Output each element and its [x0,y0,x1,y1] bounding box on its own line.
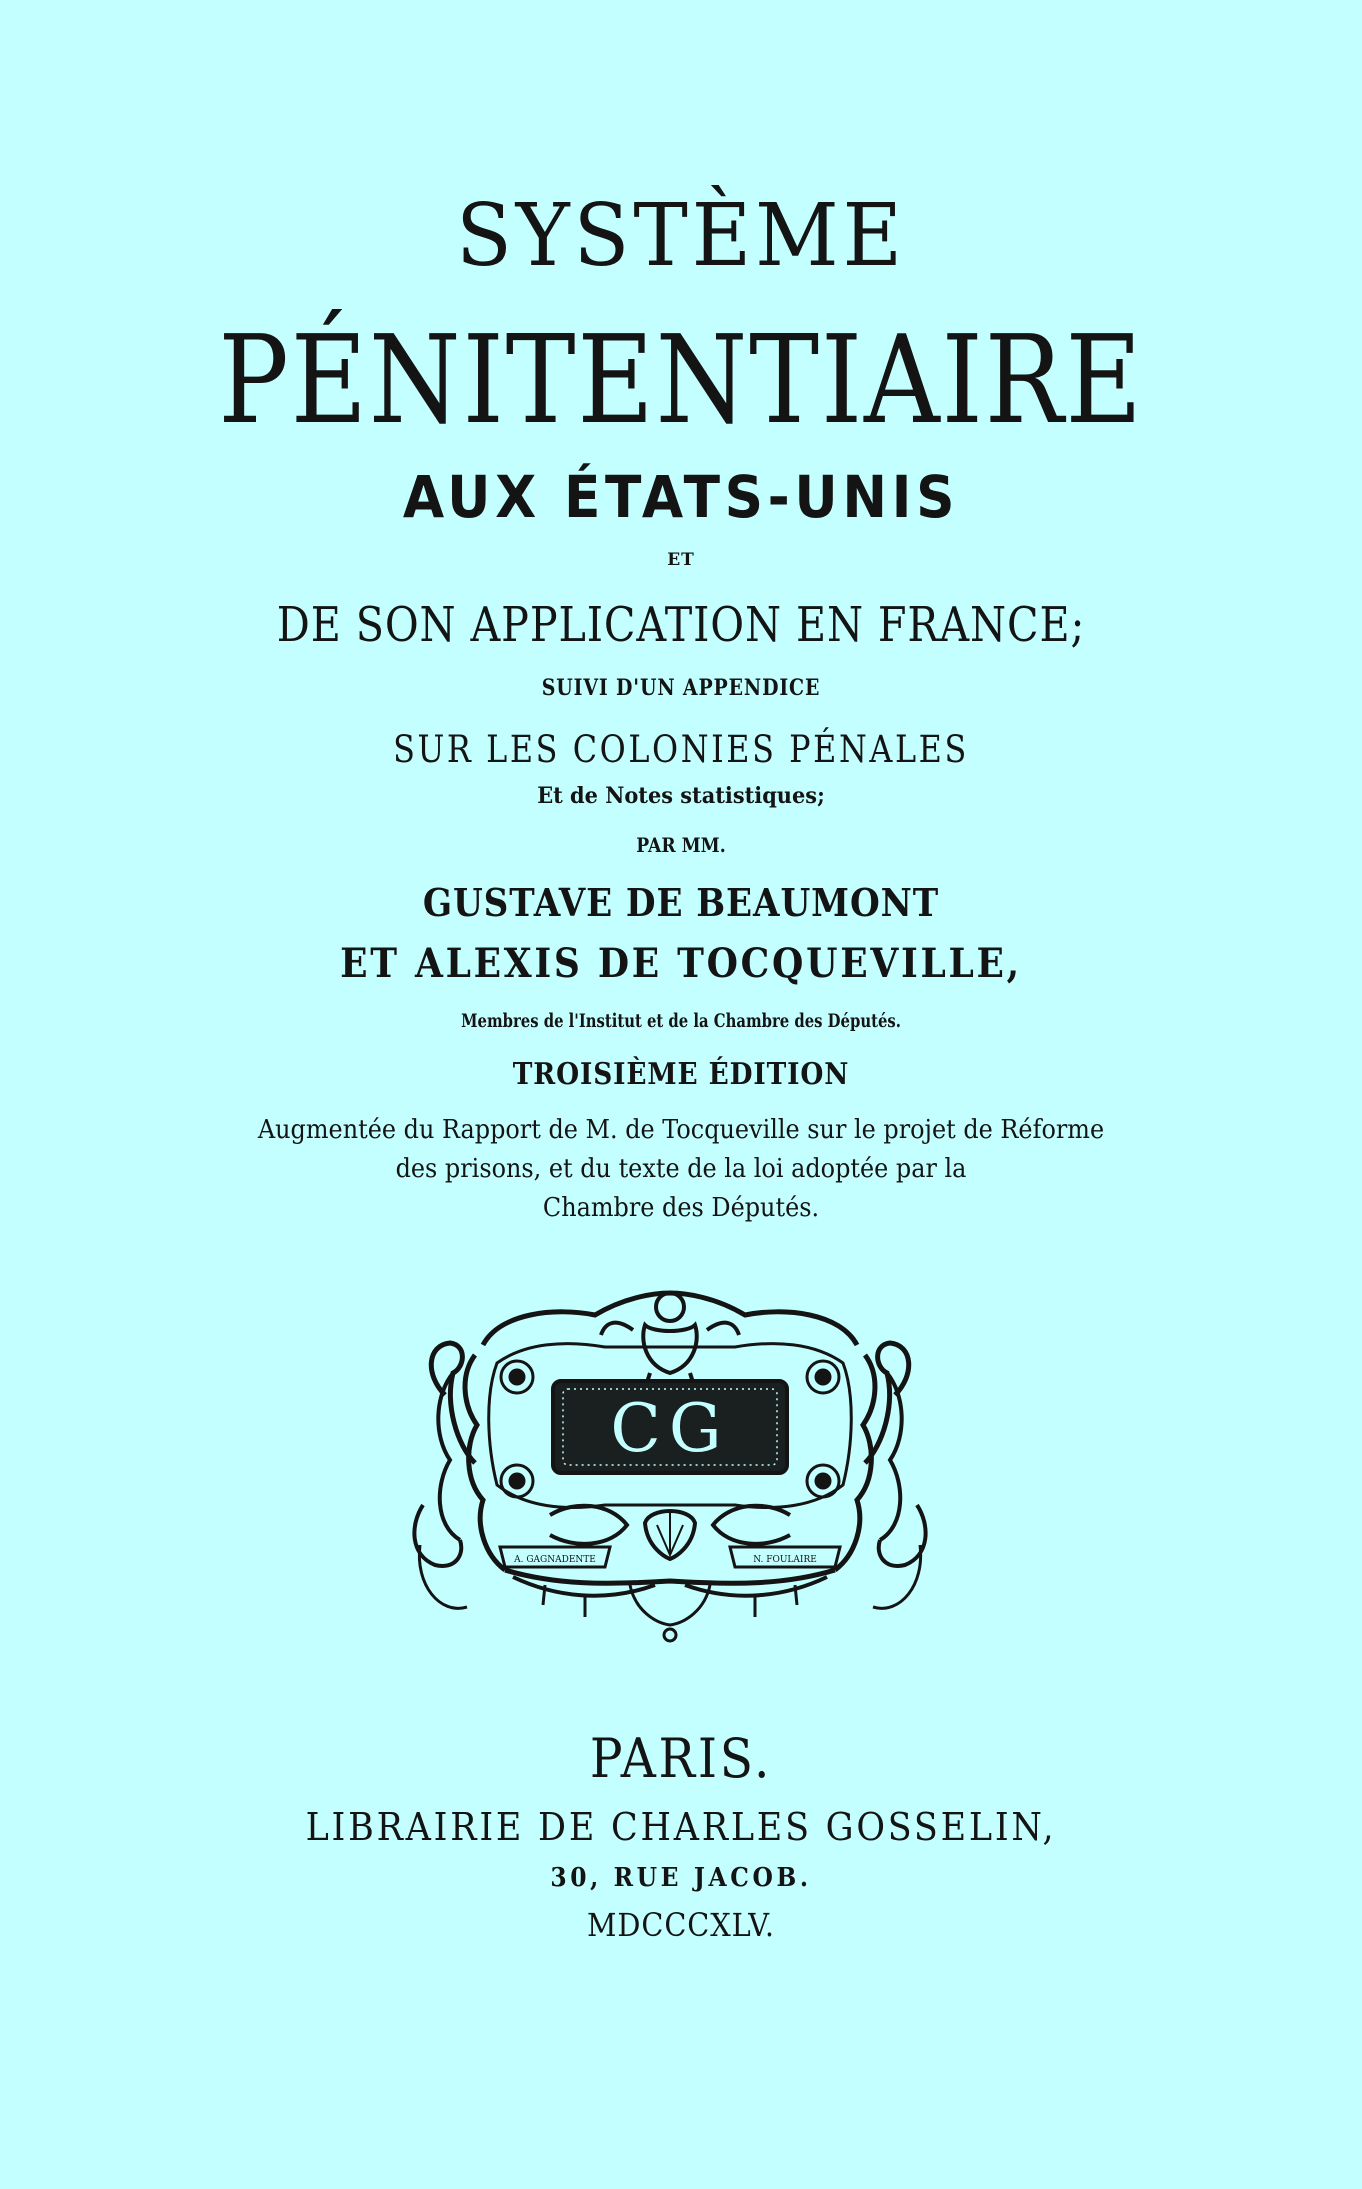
notes-line: Et de Notes statistiques; [537,783,825,809]
augmentation-line-2: des prisons, et du texte de la loi adoptée par la [395,1154,967,1184]
title-conjunction: ET [667,550,695,570]
monogram-text: CG [610,1390,730,1467]
colonies-line: SUR LES COLONIES PÉNALES [393,728,969,771]
augmentation-line-3: Chambre des Députés. [542,1193,820,1223]
author-tocqueville: ET ALEXIS DE TOCQUEVILLE, [340,940,1022,987]
imprint-city: PARIS. [589,1727,773,1790]
authors-affiliation: Membres de l'Institut et de la Chambre des Députés. [461,1010,901,1032]
author-beaumont: GUSTAVE DE BEAUMONT [422,880,940,925]
cartouche-left-text: A. GAGNADENTE [514,1555,596,1565]
augmentation-line-1: Augmentée du Rapport de M. de Tocqueville sur le projet de Réforme [257,1115,1105,1145]
title-line-systeme: SYSTÈME [456,186,906,286]
imprint-publisher: LIBRAIRIE DE CHARLES GOSSELIN, [305,1805,1057,1849]
appendix-line: SUIVI D'UN APPENDICE [541,675,821,701]
title-line-penitentiaire: PÉNITENTIAIRE [218,309,1144,451]
imprint-year: MDCCCXLV. [587,1906,775,1944]
title-line-aux-etats-unis: AUX ÉTATS-UNIS [402,463,960,531]
title-line-application-en-france: DE SON APPLICATION EN FRANCE; [276,597,1086,653]
by-line: PAR MM. [636,833,726,857]
edition-line: TROISIÈME ÉDITION [512,1057,850,1092]
publisher-emblem [405,1285,935,1657]
imprint-address: 30, RUE JACOB. [550,1863,812,1893]
cartouche-right-text: N. FOULAIRE [753,1555,817,1565]
